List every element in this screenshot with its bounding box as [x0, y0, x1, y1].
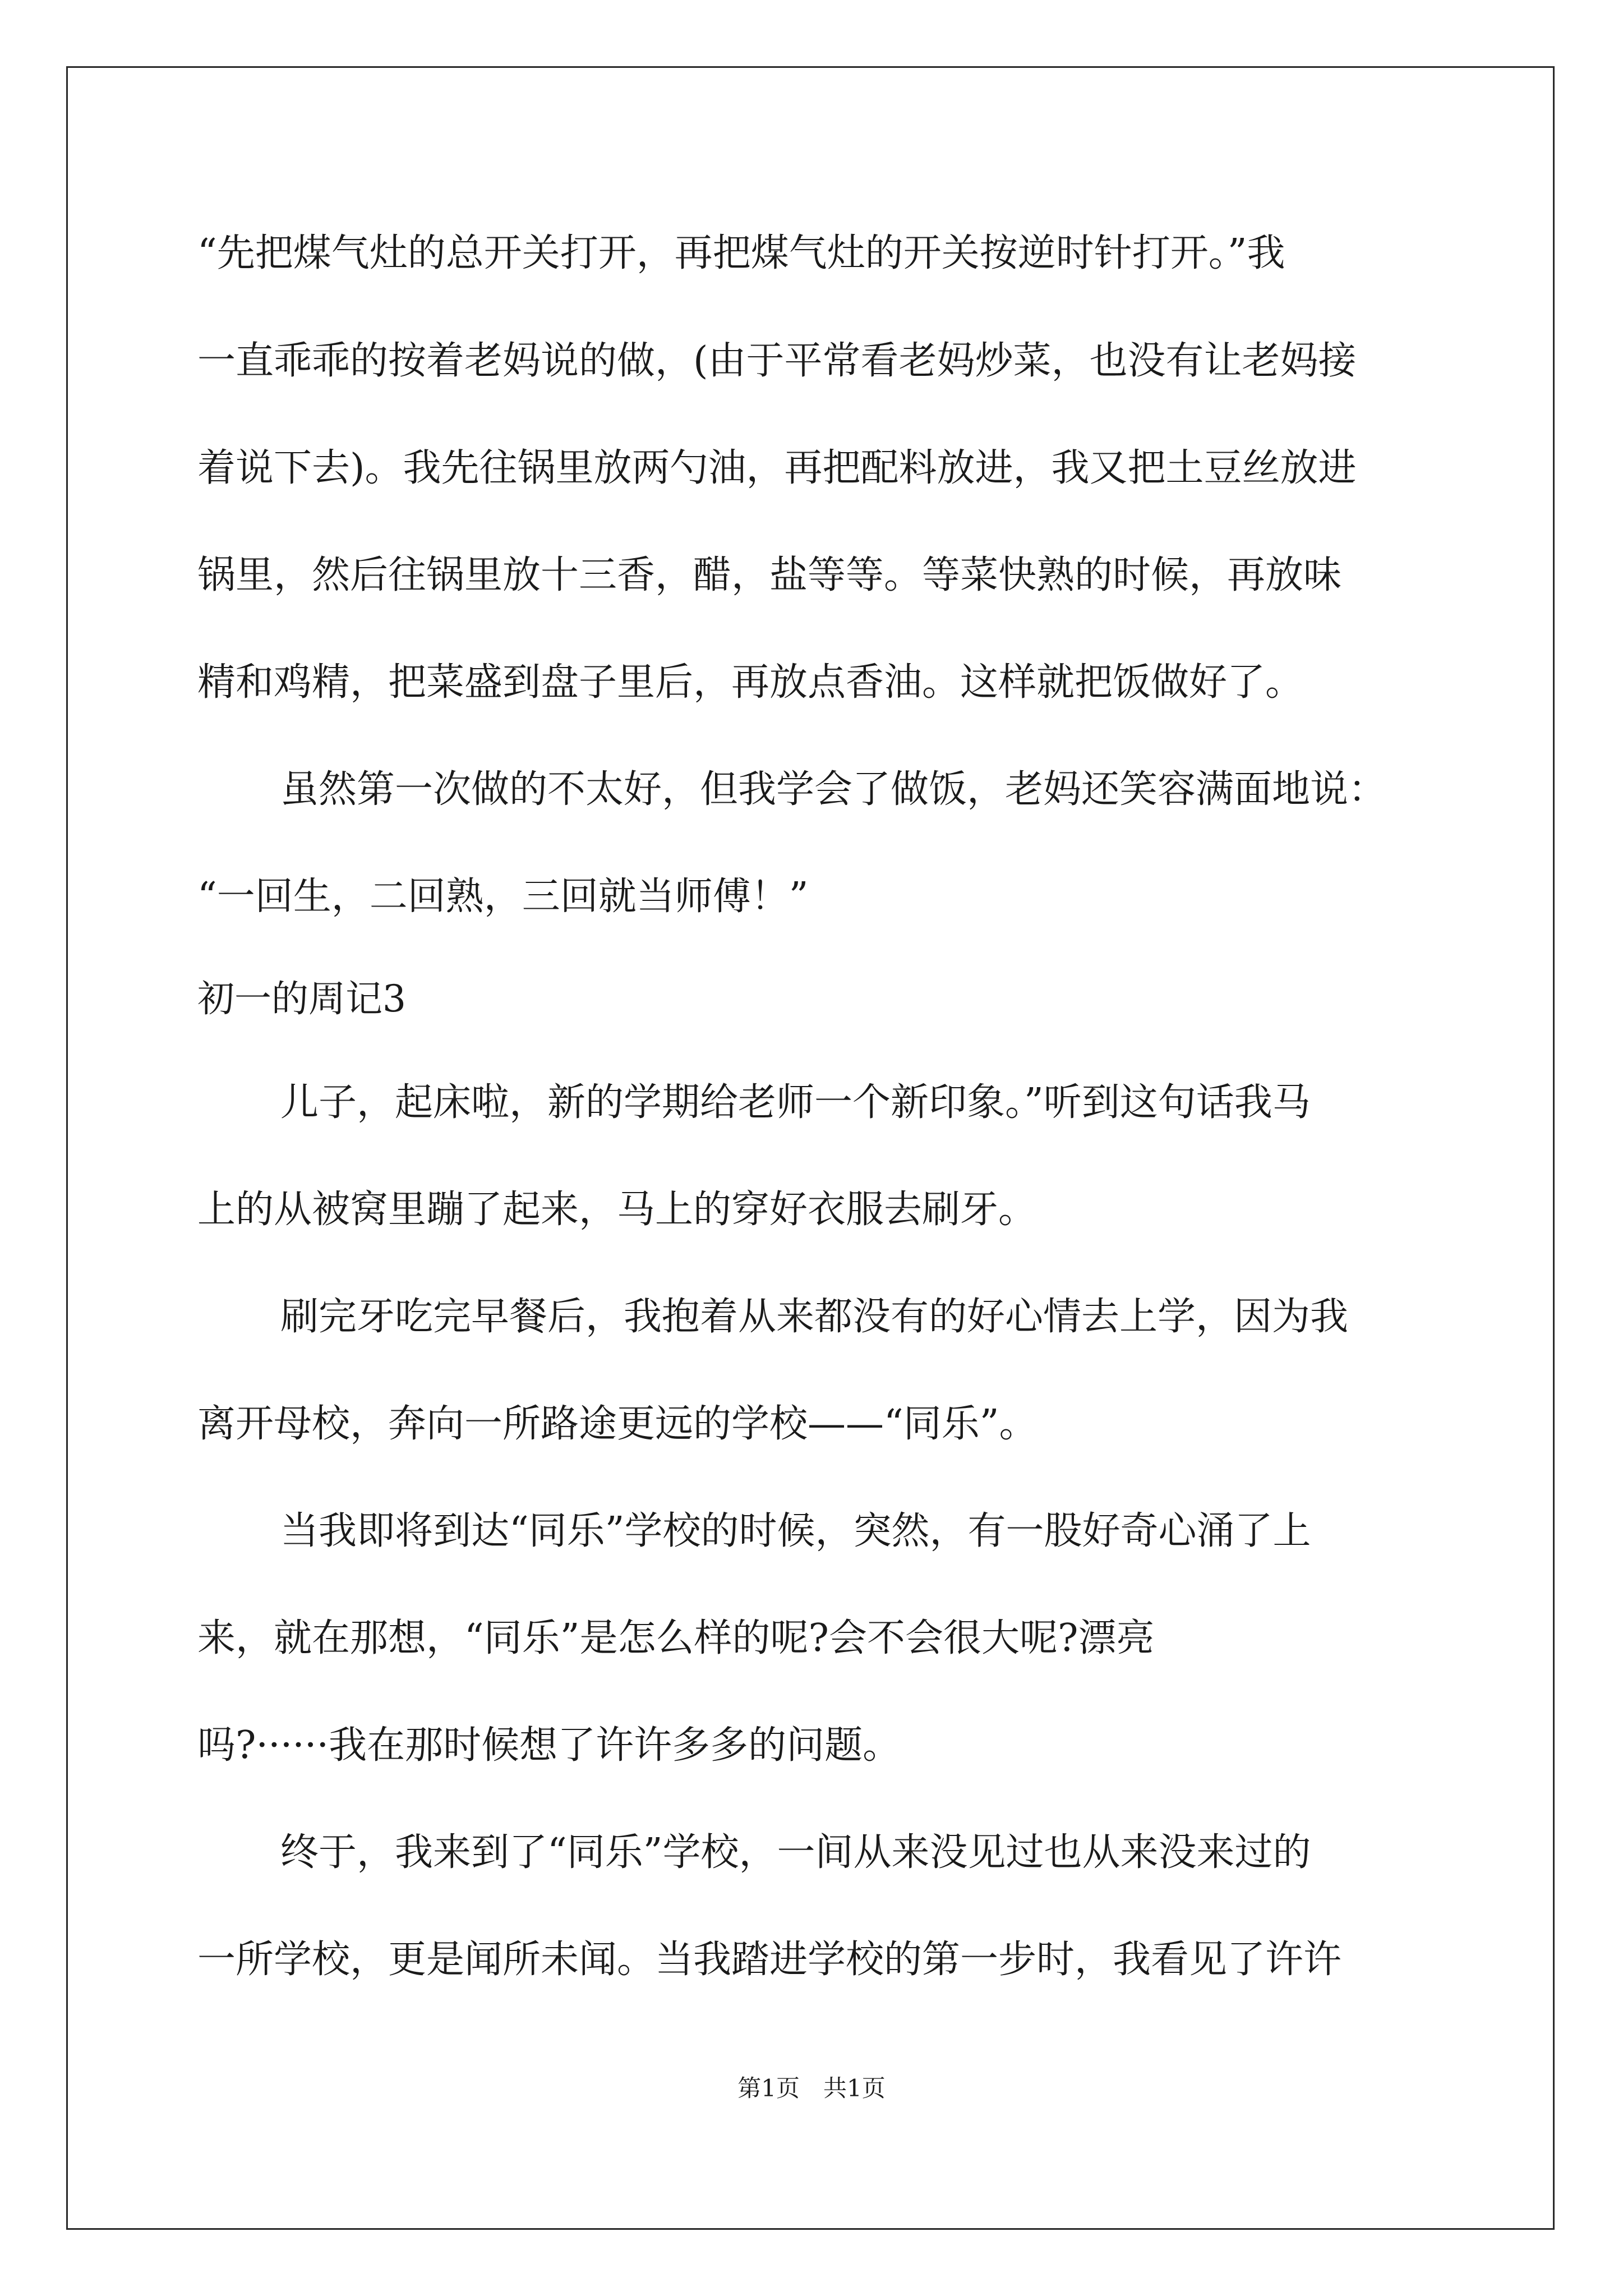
- page-number-footer: 第1页 共1页: [737, 2074, 886, 2102]
- page-border: [66, 66, 1555, 2230]
- paragraph-line: 锅里，然后往锅里放十三香，醋，盐等等。等菜快熟的时候，再放味: [197, 553, 1342, 597]
- paragraph-line: 一所学校，更是闻所未闻。当我踏进学校的第一步时，我看见了许许: [197, 1938, 1342, 1982]
- section-heading: 初一的周记3: [197, 977, 406, 1020]
- paragraph-line: 虽然第一次做的不太好，但我学会了做饭，老妈还笑容满面地说：: [280, 767, 1387, 812]
- paragraph-line: 离开母校，奔向一所路途更远的学校——“同乐”。: [197, 1402, 1038, 1446]
- paragraph-line: 吗?······我在那时候想了许许多多的问题。: [197, 1723, 901, 1768]
- paragraph-line: 着说下去)。我先往锅里放两勺油，再把配料放进，我又把土豆丝放进: [197, 446, 1357, 490]
- paragraph-line: “先把煤气灶的总开关打开，再把煤气灶的开关按逆时针打开。”我: [197, 231, 1285, 275]
- paragraph-line: 精和鸡精，把菜盛到盘子里后，再放点香油。这样就把饭做好了。: [197, 660, 1304, 705]
- paragraph-line: 上的从被窝里蹦了起来，马上的穿好衣服去刷牙。: [197, 1188, 1037, 1232]
- paragraph-line: 终于，我来到了“同乐”学校，一间从来没见过也从来没来过的: [280, 1830, 1311, 1875]
- paragraph-line: 刷完牙吃完早餐后，我抱着从来都没有的好心情去上学，因为我: [280, 1295, 1349, 1339]
- paragraph-line: 儿子，起床啦，新的学期给老师一个新印象。”听到这句话我马: [280, 1080, 1311, 1125]
- paragraph-line: 当我即将到达“同乐”学校的时候，突然，有一股好奇心涌了上: [280, 1509, 1311, 1553]
- paragraph-line: 来，就在那想，“同乐”是怎么样的呢?会不会很大呢?漂亮: [197, 1616, 1155, 1660]
- paragraph-line: 一直乖乖的按着老妈说的做，(由于平常看老妈炒菜，也没有让老妈接: [197, 339, 1357, 383]
- paragraph-line: “一回生，二回熟，三回就当师傅！”: [197, 875, 809, 919]
